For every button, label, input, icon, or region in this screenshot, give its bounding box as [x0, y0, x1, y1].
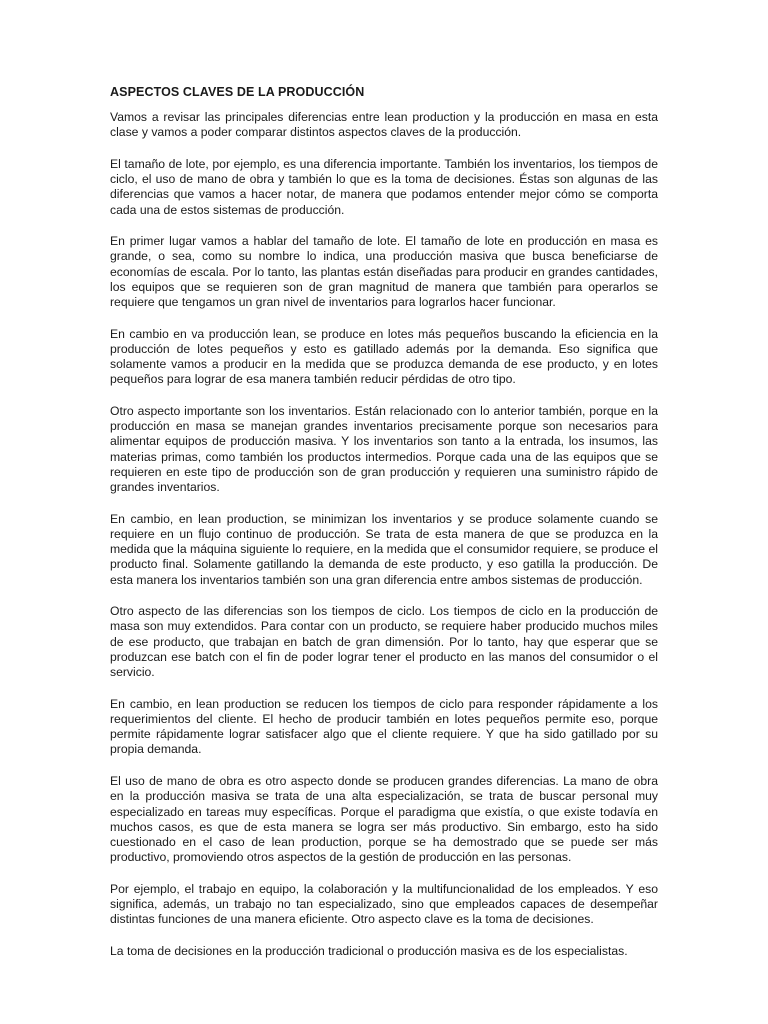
document-page [110, 84, 658, 976]
paragraph: En cambio, en lean production se reducen los tiempos de ciclo para responder rápidamente a los requerimientos del cliente. El hecho de producir también en lotes pequeños permite eso, porque permite rápidamente lograr satisfacer algo que el cliente requiere. Y que ha sido gatillado por su propia demanda. [110, 696, 658, 757]
paragraph: Vamos a revisar las principales diferencias entre lean production y la producción en masa en esta clase y vamos a poder comparar distintos aspectos claves de la producción. [110, 110, 658, 140]
paragraph: El uso de mano de obra es otro aspecto donde se producen grandes diferencias. La mano de obra en la producción masiva se trata de una alta especialización, se trata de buscar personal muy especializado en tareas muy específicas. Porque el paradigma que existía, o que existe todavía en muchos casos, es que de esta manera se logra ser más productivo. Sin embargo, esto ha sido cuestionado en el caso de lean production, porque se ha demostrado que se puede ser más productivo, promoviendo otros aspectos de la gestión de producción en las personas. [110, 774, 658, 865]
document-title: ASPECTOS CLAVES DE LA PRODUCCIÓN [110, 85, 365, 99]
paragraph: La toma de decisiones en la producción tradicional o producción masiva es de los especialistas. [110, 943, 628, 958]
paragraph: El tamaño de lote, por ejemplo, es una diferencia importante. También los inventarios, los tiempos de ciclo, el uso de mano de obra y también lo que es la toma de decisiones. Éstas son algunas de las diferencias que vamos a hacer notar, de manera que podamos entender mejor cómo se comporta cada una de estos sistemas de producción. [110, 156, 658, 217]
paragraph: En cambio en va producción lean, se produce en lotes más pequeños buscando la eficiencia en la producción de lotes pequeños y esto es gatillado además por la demanda. Eso significa que solamente vamos a producir en la medida que se produzca demanda de ese producto, y en lotes pequeños para lograr de esa manera también reducir pérdidas de otro tipo. [110, 326, 658, 387]
paragraph: En cambio, en lean production, se minimizan los inventarios y se produce solamente cuando se requiere en un flujo continuo de producción. Se trata de esta manera de que se produzca en la medida que la máquina siguiente lo requiere, en la medida que el consumidor requiere, se produce el producto final. Solamente gatillando la demanda de este producto, y eso gatilla la producción. De esta manera los inventarios también son una gran diferencia entre ambos sistemas de producción. [110, 511, 658, 587]
paragraph: Por ejemplo, el trabajo en equipo, la colaboración y la multifuncionalidad de los empleados. Y eso significa, además, un trabajo no tan especializado, sino que empleados capaces de desempeñar distintas funciones de una manera eficiente. Otro aspecto clave es la toma de decisiones. [110, 881, 658, 927]
paragraph: En primer lugar vamos a hablar del tamaño de lote. El tamaño de lote en producción en masa es grande, o sea, como su nombre lo indica, una producción masiva que busca beneficiarse de economías de escala. Por lo tanto, las plantas están diseñadas para producir en grandes cantidades, los equipos que se requieren son de gran magnitud de manera que también para operarlos se requiere que tengamos un gran nivel de inventarios para lograrlos hacer funcionar. [110, 234, 658, 310]
paragraph: Otro aspecto importante son los inventarios. Están relacionado con lo anterior también, porque en la producción en masa se manejan grandes inventarios precisamente porque son necesarios para alimentar equipos de producción masiva. Y los inventarios son tanto a la entrada, los insumos, las materias primas, como también los productos intermedios. Porque cada una de las equipos que se requieren en este tipo de producción son de gran producción y requieren una suministro rápido de grandes inventarios. [110, 404, 658, 495]
paragraph: Otro aspecto de las diferencias son los tiempos de ciclo. Los tiempos de ciclo en la producción de masa son muy extendidos. Para contar con un producto, se requiere haber producido muchos miles de ese producto, que trabajan en batch de gran dimensión. Por lo tanto, hay que esperar que se produzcan ese batch con el fin de poder lograr tener el producto en las manos del consumidor o el servicio. [110, 604, 658, 680]
